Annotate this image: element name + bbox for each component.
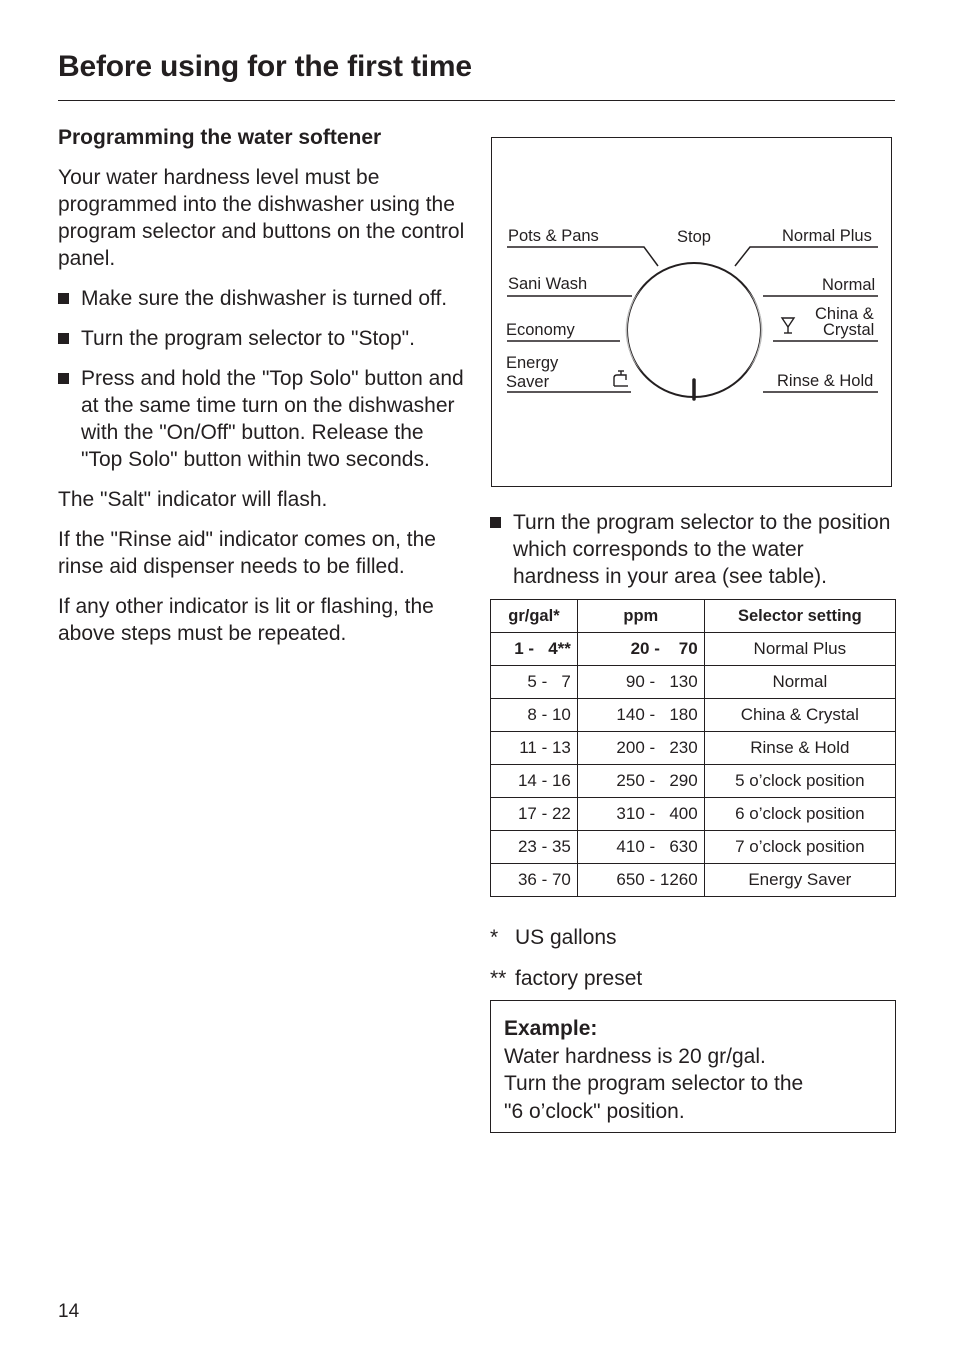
table-row [491,831,896,864]
setting-cell: China & Crystal [704,699,895,732]
column-header-selector-setting: Selector setting [704,600,895,633]
square-bullet-icon [58,285,81,312]
list-item-text: Make sure the dishwasher is turned off. [81,287,448,310]
rinse-aid-paragraph: If the "Rinse aid" indicator comes on, the rinse aid dispenser needs to be filled. [58,528,436,578]
gr-gal-cell: 17 - 22 [491,798,578,831]
list-item-text: Turn the program selector to "Stop". [81,327,415,350]
dial-knob [627,263,761,397]
stop-label: Stop [677,228,711,246]
page-number: 14 [58,1301,80,1322]
footnote-factory-preset [490,965,642,992]
rinse-hold-label: Rinse & Hold [777,372,874,390]
list-item-text: Turn the program selector to the position which corresponds to the water hardness in your area (see table). [513,511,891,588]
setting-cell: 5 o’clock position [704,765,895,798]
list-item [58,365,468,473]
setting-cell: Rinse & Hold [704,732,895,765]
gr-gal-cell: 23 - 35 [491,831,578,864]
pots-pans-leader [507,247,658,266]
column-header-ppm: ppm [577,600,704,633]
gr-gal-cell: 8 - 10 [491,699,578,732]
energy-saver-label-line2: Saver [506,373,550,391]
china-crystal-label-line1: China & [815,305,874,323]
square-bullet-icon [58,365,81,473]
list-item [490,509,895,590]
gr-gal-cell: 36 - 70 [491,864,578,897]
example-line: "6 o’clock" position. [504,1099,685,1123]
ppm-cell: 200 - 230 [577,732,704,765]
footnote-marker: * [490,926,499,949]
energy-saver-label-line1: Energy [506,354,559,372]
page-title: Before using for the first time [58,50,472,83]
ppm-cell: 140 - 180 [577,699,704,732]
footnote-text: factory preset [515,967,643,990]
example-line: Turn the program selector to the [504,1072,804,1095]
program-selector-diagram [491,137,892,487]
setting-cell: 7 o’clock position [704,831,895,864]
gr-gal-cell: 11 - 13 [491,732,578,765]
list-item [58,325,468,352]
list-item-text: Press and hold the "Top Solo" button and at the same time turn on the dishwasher with the "On/Off" button. Release the "Top Solo" button within two seconds. [81,367,464,471]
sani-wash-label: Sani Wash [508,275,588,293]
table-row [491,699,896,732]
glass-icon [782,318,794,333]
normal-plus-label: Normal Plus [782,227,872,245]
setting-cell: Energy Saver [704,864,895,897]
list-item [58,285,468,312]
square-bullet-icon [58,325,81,352]
setting-cell: Normal Plus [704,633,895,666]
table-row [491,765,896,798]
gr-gal-cell: 14 - 16 [491,765,578,798]
title-divider [58,100,895,101]
ppm-cell: 310 - 400 [577,798,704,831]
footnote-text: US gallons [515,926,617,949]
faucet-icon [614,371,628,386]
ppm-cell: 250 - 290 [577,765,704,798]
left-column [58,124,468,660]
table-row [491,732,896,765]
china-crystal-label-line2: Crystal [823,321,875,339]
economy-label: Economy [506,321,575,339]
table-row [491,798,896,831]
ppm-cell: 650 - 1260 [577,864,704,897]
setting-cell: 6 o’clock position [704,798,895,831]
normal-label: Normal [822,276,876,294]
table-header-row [491,600,896,633]
square-bullet-icon [490,509,513,590]
example-line: Water hardness is 20 gr/gal. [504,1044,766,1068]
salt-paragraph: The "Salt" indicator will flash. [58,488,328,511]
table-row [491,633,896,666]
section-heading: Programming the water softener [58,126,382,149]
example-title: Example: [504,1017,598,1040]
ppm-cell: 410 - 630 [577,831,704,864]
footnote-marker: ** [490,967,507,990]
gr-gal-cell: 5 - 7 [491,666,578,699]
setting-cell: Normal [704,666,895,699]
footnote-us-gallons [490,924,617,951]
ppm-cell: 20 - 70 [577,633,704,666]
table-row [491,864,896,897]
example-box [490,1000,896,1133]
other-indicator-paragraph: If any other indicator is lit or flashing, the above steps must be repeated. [58,595,434,645]
ppm-cell: 90 - 130 [577,666,704,699]
intro-paragraph: Your water hardness level must be programmed into the dishwasher using the program selector and buttons on the control panel. [58,166,465,270]
normal-plus-leader [735,247,878,266]
water-hardness-table [490,599,896,897]
table-row [491,666,896,699]
column-header-gr-gal: gr/gal* [491,600,578,633]
pots-pans-label: Pots & Pans [508,227,599,245]
gr-gal-cell: 1 - 4** [491,633,578,666]
